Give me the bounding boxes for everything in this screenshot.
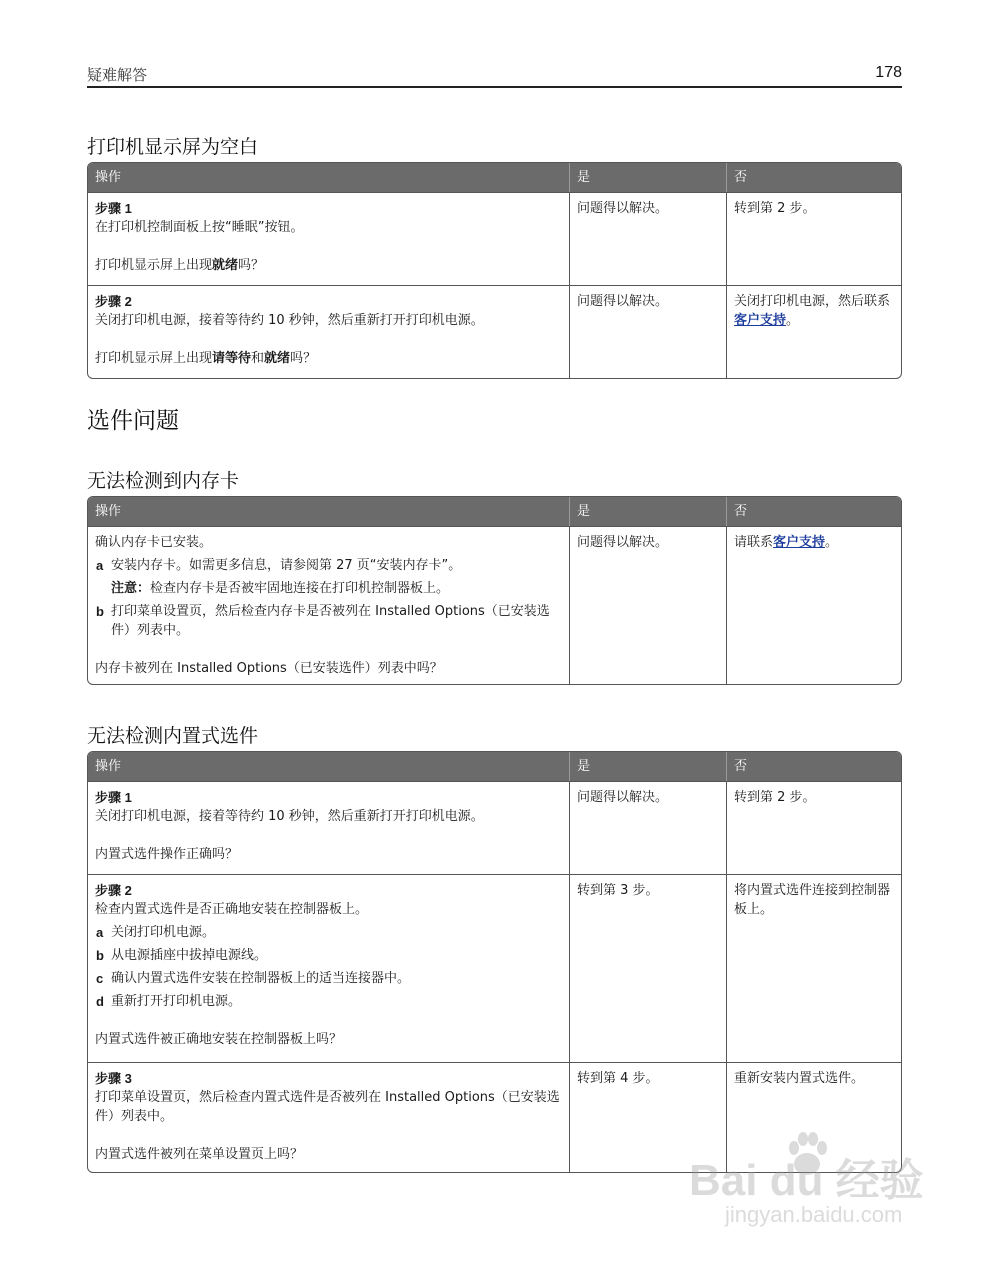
step-label: 步骤 1: [95, 201, 132, 216]
no-text: 。: [786, 313, 800, 328]
q-text: 打印机显示屏上出现: [95, 351, 213, 366]
step-question: 内置式选件操作正确吗？: [95, 847, 239, 862]
q-text: 和: [251, 351, 265, 366]
step-label: 步骤 2: [95, 294, 132, 309]
list-text: 打印菜单设置页，然后检查内存卡是否被列在 Installed Options（已安装选件）列表中。: [111, 604, 550, 638]
list-item: [95, 602, 562, 640]
yes-cell: 问题得以解决。: [569, 285, 726, 378]
yes-cell: 问题得以解决。: [569, 526, 726, 684]
no-cell: [726, 285, 901, 378]
action-cell: [88, 1062, 569, 1172]
no-text: 。: [825, 535, 839, 550]
chapter-title-options: 选件问题: [87, 408, 179, 434]
step-label: 步骤 2: [95, 883, 132, 898]
col-action: 操作: [88, 163, 569, 192]
q-text: 吗？: [238, 258, 265, 273]
col-action: 操作: [88, 497, 569, 526]
list-marker: b: [96, 604, 104, 619]
col-action: 操作: [88, 752, 569, 781]
list-marker: b: [96, 948, 104, 963]
table-header-row: [88, 752, 901, 781]
step-text: 关闭打印机电源，接着等待约 10 秒钟，然后重新打开打印机电源。: [95, 809, 484, 824]
note-text: 检查内存卡是否被牢固地连接在打印机控制器板上。: [150, 581, 450, 596]
q-text: 吗？: [290, 351, 317, 366]
no-cell: 重新安装内置式选件。: [726, 1062, 901, 1172]
q-bold: 请等待: [212, 351, 252, 366]
watermark-brand: Bai du 经验: [689, 1156, 924, 1205]
yes-cell: 转到第 3 步。: [569, 874, 726, 1062]
note-label: 注意：: [111, 581, 151, 596]
list-marker: a: [96, 558, 104, 573]
step-text: 检查内置式选件是否正确地安装在控制器板上。: [95, 902, 369, 917]
table-row: [88, 192, 901, 285]
list-item: [95, 992, 562, 1011]
customer-support-link[interactable]: 客户支持: [734, 313, 787, 328]
action-cell: [88, 874, 569, 1062]
table-row: [88, 285, 901, 378]
customer-support-link[interactable]: 客户支持: [773, 535, 826, 550]
list-text: 安装内存卡。如需更多信息，请参阅第 27 页“安装内存卡”。: [111, 558, 462, 573]
list-item: [95, 946, 562, 965]
step-question: [95, 349, 562, 368]
col-no: 否: [726, 497, 901, 526]
step-text: 确认内存卡已安装。: [95, 535, 213, 550]
table-row: [88, 874, 901, 1062]
list-marker: c: [96, 971, 104, 986]
no-text: 关闭打印机电源，然后联系: [734, 294, 891, 309]
yes-cell: 问题得以解决。: [569, 192, 726, 285]
table-row: [88, 526, 901, 684]
note: [95, 579, 562, 598]
step-text: 在打印机控制面板上按“睡眠”按钮。: [95, 220, 304, 235]
no-cell: 将内置式选件连接到控制器板上。: [726, 874, 901, 1062]
yes-cell: 问题得以解决。: [569, 781, 726, 874]
table-printer-blank: [87, 162, 902, 379]
page-header: [87, 62, 902, 88]
step-text: 打印菜单设置页，然后检查内置式选件是否被列在 Installed Options（已安装选件）列表中。: [95, 1090, 560, 1124]
list-text: 重新打开打印机电源。: [111, 994, 242, 1009]
step-question: 内存卡被列在 Installed Options（已安装选件）列表中吗？: [95, 661, 443, 676]
col-yes: 是: [569, 497, 726, 526]
action-cell: [88, 192, 569, 285]
col-yes: 是: [569, 163, 726, 192]
step-question: 内置式选件被正确地安装在控制器板上吗？: [95, 1032, 343, 1047]
table-internal-option: [87, 751, 902, 1173]
no-cell: 转到第 2 步。: [726, 781, 901, 874]
list-item: [95, 556, 562, 575]
list-text: 关闭打印机电源。: [111, 925, 216, 940]
section-title-memory-card: 无法检测到内存卡: [87, 470, 240, 492]
step-question: 内置式选件被列在菜单设置页上吗？: [95, 1147, 304, 1162]
col-yes: 是: [569, 752, 726, 781]
no-cell: [726, 526, 901, 684]
list-item: [95, 969, 562, 988]
list-item: [95, 923, 562, 942]
col-no: 否: [726, 163, 901, 192]
watermark-url: jingyan.baidu.com: [725, 1202, 903, 1227]
action-cell: [88, 781, 569, 874]
list-text: 确认内置式选件安装在控制器板上的适当连接器中。: [111, 971, 411, 986]
section-title-printer-blank: 打印机显示屏为空白: [87, 136, 259, 158]
table-header-row: [88, 497, 901, 526]
q-bold: 就绪: [212, 258, 239, 273]
table-header-row: [88, 163, 901, 192]
baidu-watermark: [689, 1130, 929, 1240]
list-text: 从电源插座中拔掉电源线。: [111, 948, 268, 963]
step-question: [95, 256, 562, 275]
no-text: 请联系: [734, 535, 774, 550]
action-cell: [88, 285, 569, 378]
list-marker: d: [96, 994, 104, 1009]
step-label: 步骤 3: [95, 1071, 132, 1086]
page-number: 178: [875, 64, 902, 81]
action-cell: [88, 526, 569, 684]
no-cell: 转到第 2 步。: [726, 192, 901, 285]
step-text: 关闭打印机电源，接着等待约 10 秒钟，然后重新打开打印机电源。: [95, 313, 484, 328]
step-label: 步骤 1: [95, 790, 132, 805]
q-bold: 就绪: [264, 351, 291, 366]
header-section-title: 疑难解答: [87, 66, 148, 84]
col-no: 否: [726, 752, 901, 781]
q-text: 打印机显示屏上出现: [95, 258, 213, 273]
yes-cell: 转到第 4 步。: [569, 1062, 726, 1172]
table-memory-card: [87, 496, 902, 685]
section-title-internal-option: 无法检测内置式选件: [87, 725, 259, 747]
table-row: [88, 781, 901, 874]
list-marker: a: [96, 925, 104, 940]
